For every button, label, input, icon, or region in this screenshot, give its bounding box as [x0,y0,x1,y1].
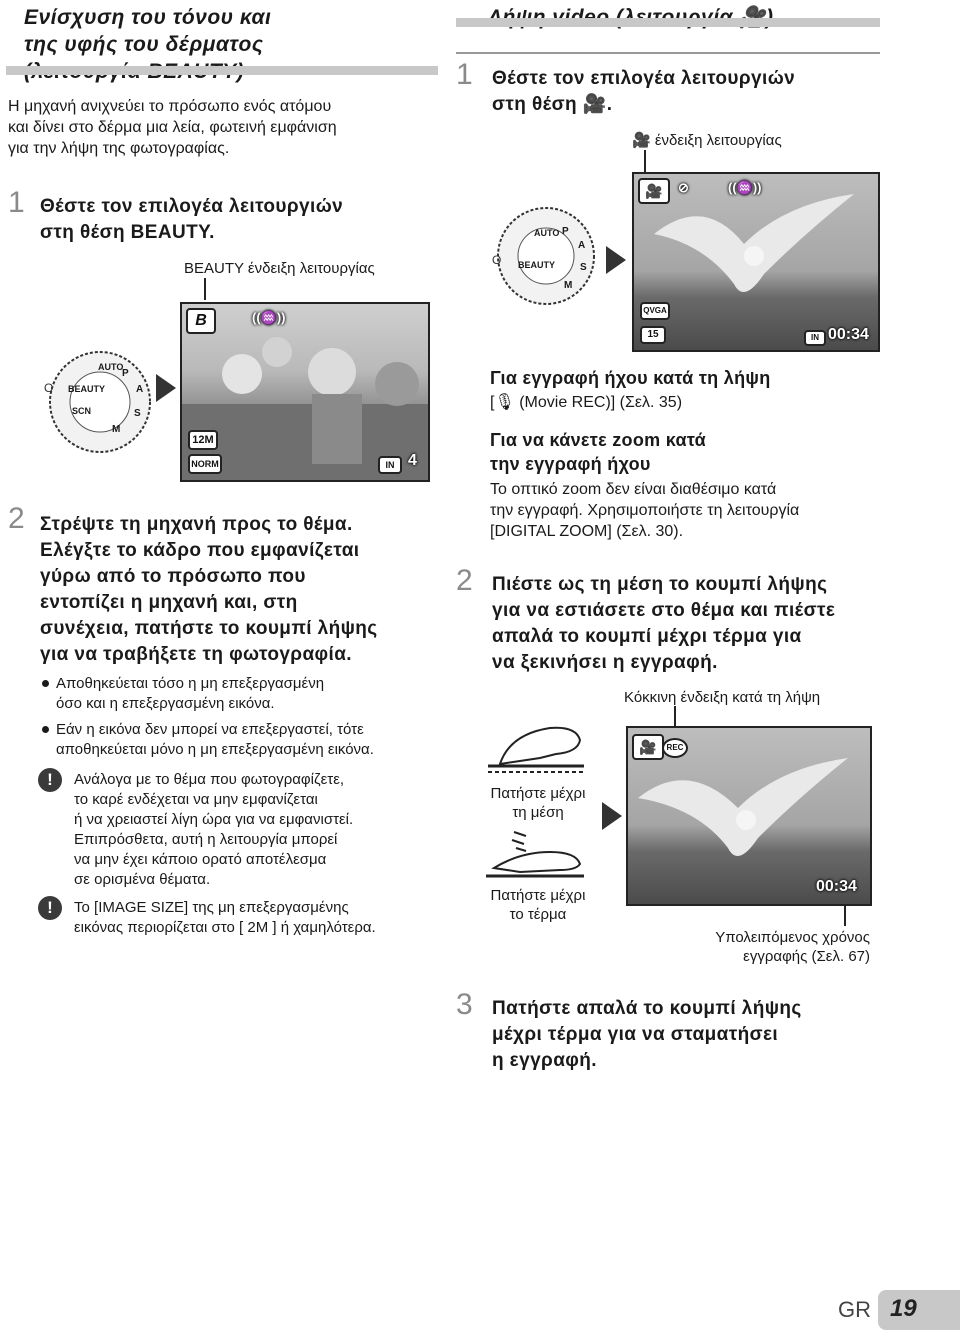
right-step3-number: 3 [456,988,473,1021]
dial-label-a: A [578,240,586,251]
right-title-rule [456,18,880,27]
photo-seagull [634,174,878,350]
right-step3-text: Πατήστε απαλά το κουμπί λήψης μέχρι τέρμα για να σταματήσει η εγγραφή. [492,998,802,1071]
movie-mode-callout: 🎥 ένδειξη λειτουργίας [632,132,782,149]
remaining-shots: 4 [408,452,417,469]
svg-text:O: O [492,253,502,267]
remaining-time-caption: Υπολειπόμενος χρόνος εγγραφής (Σελ. 67) [715,929,870,965]
remaining-callout-line [844,904,846,926]
dial-label-auto: AUTO [534,228,560,238]
dial-label-beauty: BEAUTY [518,260,556,270]
right-step2-number: 2 [456,564,473,597]
audio-reference: [🎙 (Movie REC)] (Σελ. 35) [490,394,683,411]
stabilizer-icon: ((♒)) [728,180,762,195]
dial-to-lcd-arrow [606,246,626,274]
right-step1-number: 1 [456,58,473,91]
dial-label-m: M [112,424,121,435]
left-step1-number: 1 [8,186,25,219]
note-text: Το [IMAGE SIZE] της μη επεξεργασμένης εικόνας περιορίζεται στο [ 2M ] ή χαμηλότερα. [74,899,376,936]
bullet-dot-icon [42,680,49,687]
half-press-illustration [480,724,592,780]
recording-time: 00:34 [828,326,869,343]
mode-dial-movie [490,204,598,308]
dial-label-p: P [562,226,569,237]
remaining-time: 00:34 [816,878,857,895]
dial-to-lcd-arrow [156,374,176,402]
dial-label-scn: SCN [72,406,92,416]
frame-rate-badge: 15 [640,326,666,344]
press-to-lcd-arrow [602,802,622,830]
dial-label-a: A [136,384,144,395]
dial-label-s: S [580,262,587,273]
half-press-label: Πατήστε μέχρι τη μέση [490,785,586,821]
warning-icon: ! [38,896,62,920]
dial-label-m: M [564,280,573,291]
flash-off-icon: ⊘ [678,180,689,195]
quality-badge: NORM [188,454,222,474]
left-step2-number: 2 [8,502,25,535]
left-title: Ενίσχυση του τόνου και της υφής του δέρματος [24,6,272,56]
full-press-illustration [480,828,592,882]
right-step1-text: Θέστε τον επιλογέα λειτουργιών στη θέση 🎥. [492,68,796,115]
recording-lcd-screen [626,726,872,906]
stabilizer-icon: ((♒)) [252,310,286,325]
audio-heading: Για εγγραφή ήχου κατά τη λήψη [490,368,771,388]
dial-label-auto: AUTO [98,362,124,372]
beauty-callout-line [204,278,206,300]
bullet-dot-icon [42,726,49,733]
zoom-heading: Για να κάνετε zoom κατά την εγγραφή ήχου [490,430,707,474]
mode-dial-beauty [40,346,152,458]
movie-callout-line [644,150,646,174]
rec-callout: Κόκκινη ένδειξη κατά τη λήψη [624,689,821,706]
left-step2-text: Στρέψτε τη μηχανή προς το θέμα. Ελέγξτε το κάδρο που εμφανίζεται γύρω από το πρόσωπο που εντοπίζει η μηχανή και, στη συνέχεια, πατήστε το κουμπί λήψης για να τραβήξετε τη φωτογραφία. [40,514,378,665]
left-step1-text: Θέστε τον επιλογέα λειτουργιών στη θέση BEAUTY. [40,196,344,243]
zoom-text: Το οπτικό zoom δεν είναι διαθέσιμο κατά την εγγραφή. Χρησιμοποιήστε τη λειτουργία [DIGITAL ZOOM] (Σελ. 30). [490,481,800,540]
left-title-rule [6,66,438,75]
footer-page-number: 19 [890,1295,917,1322]
movie-mode-icon: 🎥 [632,734,664,760]
footer-language: GR [838,1297,871,1322]
memory-badge: IN [378,456,402,474]
memory-badge: IN [804,330,826,346]
svg-text:O: O [44,381,54,395]
bullet-item: Αποθηκεύεται τόσο η μη επεξεργασμένη όσο και η επεξεργασμένη εικόνα. [56,674,446,714]
movie-mode-icon: 🎥 [638,178,670,204]
right-title-underline [456,52,880,54]
bullet-item: Εάν η εικόνα δεν μπορεί να επεξεργαστεί, τότε αποθηκεύεται μόνο η μη επεξεργασμένη εικόνα. [56,720,446,760]
rec-indicator: REC [662,738,688,758]
dial-label-s: S [134,408,141,419]
movie-size-badge: QVGA [640,302,670,320]
beauty-lcd-screen [180,302,430,482]
warning-icon: ! [38,768,62,792]
beauty-mode-icon: B [186,308,216,334]
image-size-badge: 12M [188,430,218,450]
beauty-mode-callout: BEAUTY ένδειξη λειτουργίας [184,260,375,277]
movie-lcd-screen [632,172,880,352]
note-text: Ανάλογα με το θέμα που φωτογραφίζετε, το καρέ ενδέχεται να μην εμφανίζεται ή να χρειαστεί λίγη ώρα για να εμφανιστεί. Επιπρόσθετα, αυτή η λειτουργία μπορεί να μην έχει κάποιο ορατό αποτέλεσμα σε ορισμένα θέματα. [74,771,354,888]
right-step2-text: Πιέστε ως τη μέση το κουμπί λήψης για να εστιάσετε στο θέμα και πιέστε απαλά το κουμπί μέχρι τέρμα για να ξεκινήσει η εγγραφή. [492,574,836,673]
dial-label-p: P [122,368,129,379]
full-press-label: Πατήστε μέχρι το τέρμα [490,887,586,923]
left-intro: Η μηχανή ανιχνεύει το πρόσωπο ενός ατόμου και δίνει στο δέρμα μια λεία, φωτεινή εμφάνιση για την λήψη της φωτογραφίας. [8,98,337,157]
dial-label-beauty: BEAUTY [68,384,106,394]
